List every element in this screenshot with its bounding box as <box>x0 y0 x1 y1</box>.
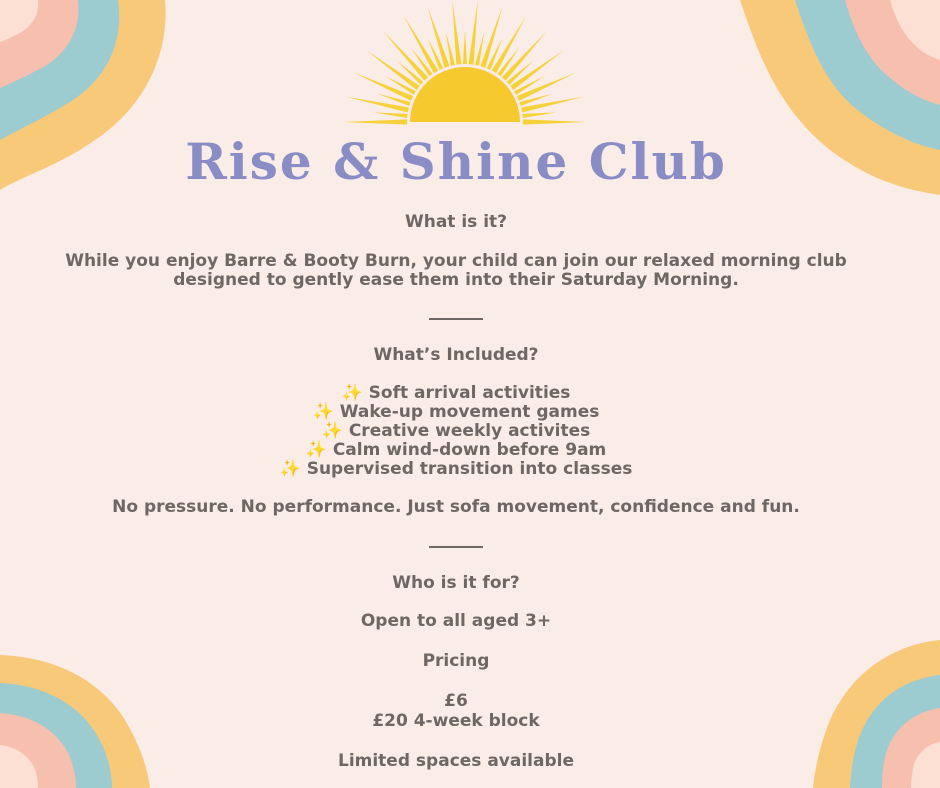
sun-disc <box>410 67 520 122</box>
sun-ray <box>374 112 408 118</box>
section-divider <box>429 546 483 548</box>
sun-ray <box>452 1 461 65</box>
sparkles-icon: ✨ <box>279 459 301 479</box>
sun-ray <box>502 31 547 80</box>
sun-ray <box>343 119 407 124</box>
included-item: ✨ Calm wind-down before 9am <box>305 440 607 460</box>
page-title: Rise & Shine Club <box>185 132 727 191</box>
sun-ray <box>468 1 477 65</box>
price-single: £6 <box>444 691 468 711</box>
sun-ray <box>346 97 409 113</box>
who-heading: Who is it for? <box>392 573 520 593</box>
sun-ray <box>522 112 556 118</box>
whats-included-heading: What’s Included? <box>373 345 539 365</box>
what-is-it-line-2: designed to gently ease them into their Saturday Morning. <box>173 270 739 290</box>
sparkles-icon: ✨ <box>305 440 327 460</box>
sun-ray <box>510 50 563 90</box>
what-is-it-line-1: While you enjoy Barre & Booty Burn, your child can join our relaxed morning club <box>65 251 847 271</box>
what-is-it-heading: What is it? <box>404 212 508 232</box>
sun-ray <box>383 31 428 80</box>
sparkles-icon: ✨ <box>321 421 343 441</box>
included-item: ✨ Creative weekly activites <box>321 421 591 441</box>
who-text: Open to all aged 3+ <box>360 611 552 631</box>
sun-ray <box>366 50 419 90</box>
sparkles-icon: ✨ <box>341 383 363 403</box>
included-item: ✨ Supervised transition into classes <box>279 459 633 479</box>
included-item: ✨ Wake-up movement games <box>312 402 600 422</box>
price-block: £20 4-week block <box>372 711 540 731</box>
sparkles-icon: ✨ <box>312 402 334 422</box>
tagline: No pressure. No performance. Just sofa movement, confidence and fun. <box>112 497 800 517</box>
sun-ray <box>463 30 467 64</box>
sun-ray <box>521 97 584 113</box>
sun-icon <box>320 0 610 125</box>
included-item: ✨ Soft arrival activities <box>341 383 571 403</box>
pricing-heading: Pricing <box>422 651 490 671</box>
limited-spaces-note: Limited spaces available <box>337 751 575 771</box>
sun-ray <box>523 119 587 124</box>
section-divider <box>429 318 483 320</box>
